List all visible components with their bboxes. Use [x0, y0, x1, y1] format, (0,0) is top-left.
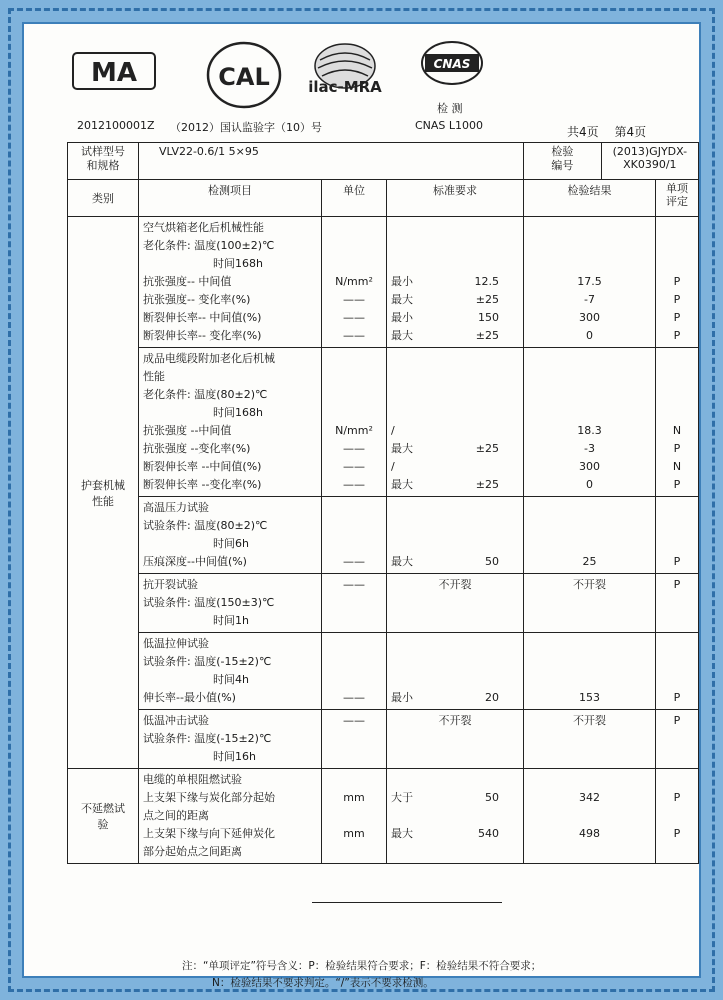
item-line: 成品电缆段附加老化后机械 — [143, 352, 275, 365]
blank-slot — [660, 368, 694, 386]
cnas-logo — [407, 40, 497, 86]
standard-key: 最小 — [391, 311, 413, 324]
eval-value: P — [673, 791, 681, 804]
standard-value — [391, 689, 519, 707]
blank-slot — [528, 843, 651, 861]
blank-slot — [326, 517, 382, 535]
blank-slot — [391, 237, 519, 255]
item-line: 时间4h — [213, 673, 249, 686]
blank-slot — [391, 386, 519, 404]
standard-limit: 12.5 — [474, 275, 499, 288]
blank-slot — [528, 535, 651, 553]
result-value: 0 — [586, 329, 593, 342]
result-value: 0 — [586, 478, 593, 491]
eval-value: P — [673, 442, 681, 455]
standard-key: 最大 — [391, 555, 413, 568]
blank-slot — [528, 219, 651, 237]
unit-value: mm — [343, 827, 365, 840]
res-cell — [524, 574, 656, 633]
eval-value: N — [672, 460, 682, 473]
standard-limit: 150 — [478, 311, 499, 324]
item-line: 断裂伸长率-- 变化率(%) — [143, 329, 262, 342]
standard-value — [391, 476, 519, 494]
unit-value: N/mm² — [335, 275, 373, 288]
item-line: 试验条件: 温度(80±2)℃ — [143, 519, 268, 532]
blank-slot — [528, 386, 651, 404]
blank-slot — [660, 219, 694, 237]
item-cell — [139, 217, 322, 348]
blank-slot — [660, 653, 694, 671]
blank-slot — [528, 653, 651, 671]
blank-slot — [528, 499, 651, 517]
end-rule — [312, 902, 502, 903]
ilac-mra-logo — [292, 40, 398, 110]
item-line: 抗张强度 --变化率(%) — [143, 442, 251, 455]
std-cell — [387, 769, 524, 864]
blank-slot — [391, 635, 519, 653]
blank-slot — [528, 237, 651, 255]
svg-text:CAL: CAL — [218, 63, 270, 91]
col-unit: 单位 — [322, 180, 387, 217]
item-line: 上支架下缘与炭化部分起始 — [143, 791, 275, 804]
eval-cell — [656, 710, 699, 769]
table-row — [68, 769, 699, 864]
standard-limit: 20 — [485, 691, 499, 704]
blank-slot — [660, 635, 694, 653]
blank-slot — [660, 404, 694, 422]
unit-value: mm — [343, 791, 365, 804]
unit-value: —— — [343, 478, 365, 491]
page-count: 共4页 第4页 — [567, 125, 647, 139]
sample-row — [68, 143, 699, 180]
item-line: 性能 — [143, 370, 165, 383]
svg-text:MA: MA — [91, 58, 137, 88]
sample-label: 试样型号 和规格 — [68, 143, 139, 180]
standard-key: 最小 — [391, 275, 413, 288]
res-cell — [524, 633, 656, 710]
res-cell — [524, 217, 656, 348]
eval-cell — [656, 769, 699, 864]
standard-value — [391, 825, 519, 843]
svg-text:ilac-MRA: ilac-MRA — [308, 78, 382, 96]
footnote — [182, 958, 541, 992]
standard-value — [391, 458, 519, 476]
blank-slot — [326, 748, 382, 766]
blank-slot — [528, 635, 651, 653]
item-cell — [139, 574, 322, 633]
standard-value — [391, 422, 519, 440]
blank-slot — [326, 635, 382, 653]
item-line: 低温拉伸试验 — [143, 637, 209, 650]
blank-slot — [391, 807, 519, 825]
standard-value — [391, 440, 519, 458]
item-line: 抗张强度-- 变化率(%) — [143, 293, 251, 306]
eval-value: P — [673, 691, 681, 704]
result-value: 不开裂 — [573, 578, 606, 591]
col-category: 类别 — [68, 180, 139, 217]
item-cell — [139, 633, 322, 710]
blank-slot — [660, 535, 694, 553]
blank-slot — [528, 671, 651, 689]
logo-strip — [52, 40, 692, 110]
blank-slot — [391, 350, 519, 368]
item-line: 断裂伸长率 --中间值(%) — [143, 460, 262, 473]
unit-value: N/mm² — [335, 424, 373, 437]
standard-key: 最大 — [391, 329, 413, 342]
std-cell — [387, 497, 524, 574]
eval-value: P — [673, 478, 681, 491]
standard-limit: ±25 — [475, 293, 499, 306]
item-line: 时间16h — [213, 750, 256, 763]
standard-value: 不开裂 — [438, 714, 472, 727]
blank-slot — [528, 730, 651, 748]
result-value: 18.3 — [577, 424, 602, 437]
item-cell — [139, 710, 322, 769]
cal-logo — [204, 40, 284, 110]
item-line: 断裂伸长率-- 中间值(%) — [143, 311, 262, 324]
standard-limit: 50 — [485, 791, 499, 804]
blank-slot — [660, 807, 694, 825]
standard-limit: ±25 — [475, 442, 499, 455]
item-line: 时间6h — [213, 537, 249, 550]
blank-slot — [660, 771, 694, 789]
eval-value: P — [673, 293, 681, 306]
eval-cell — [656, 497, 699, 574]
blank-slot — [660, 499, 694, 517]
unit-value: —— — [343, 311, 365, 324]
standard-value — [391, 309, 519, 327]
blank-slot — [326, 671, 382, 689]
item-line: 时间168h — [213, 257, 263, 270]
category-cell: 不延燃试 验 — [68, 769, 139, 864]
blank-slot — [326, 350, 382, 368]
item-line: 上支架下缘与向下延伸炭化 — [143, 827, 275, 840]
standard-key: 最小 — [391, 691, 413, 704]
item-line: 伸长率--最小值(%) — [143, 691, 236, 704]
blank-slot — [528, 350, 651, 368]
col-item: 检测项目 — [139, 180, 322, 217]
res-cell — [524, 769, 656, 864]
unit-cell — [322, 574, 387, 633]
blank-slot — [660, 386, 694, 404]
blank-slot — [391, 499, 519, 517]
blank-slot — [391, 219, 519, 237]
standard-key: 最大 — [391, 442, 413, 455]
blank-slot — [528, 807, 651, 825]
result-value: 342 — [579, 791, 600, 804]
eval-cell — [656, 574, 699, 633]
blank-slot — [391, 748, 519, 766]
cert-number: （2012）国认监验字（10）号 — [170, 121, 322, 134]
std-cell — [387, 574, 524, 633]
res-cell — [524, 710, 656, 769]
blank-slot — [528, 255, 651, 273]
blank-slot — [391, 671, 519, 689]
table-row — [68, 497, 699, 574]
std-cell — [387, 710, 524, 769]
blank-slot — [391, 653, 519, 671]
cnas-caption: 检 测 — [437, 102, 463, 115]
blank-slot — [326, 368, 382, 386]
unit-value: —— — [343, 293, 365, 306]
blank-slot — [660, 255, 694, 273]
standard-key: / — [391, 424, 395, 437]
blank-slot — [326, 594, 382, 612]
standard-key: 最大 — [391, 293, 413, 306]
result-value: 300 — [579, 311, 600, 324]
item-line: 电缆的单根阻燃试验 — [143, 773, 242, 786]
report-value: (2013)GJYDX-XK0390/1 — [601, 143, 698, 180]
results-table — [67, 142, 699, 864]
std-cell — [387, 217, 524, 348]
blank-slot — [660, 730, 694, 748]
item-line: 断裂伸长率 --变化率(%) — [143, 478, 262, 491]
report-label: 检验 编号 — [524, 143, 602, 180]
unit-value: —— — [343, 442, 365, 455]
standard-limit: 540 — [478, 827, 499, 840]
standard-key: 大于 — [391, 791, 413, 804]
blank-slot — [660, 594, 694, 612]
standard-value — [391, 273, 519, 291]
item-line: 压痕深度--中间值(%) — [143, 555, 247, 568]
blank-slot — [326, 499, 382, 517]
svg-text:CNAS: CNAS — [433, 57, 471, 71]
table-row — [68, 348, 699, 497]
item-line: 高温压力试验 — [143, 501, 209, 514]
blank-slot — [660, 748, 694, 766]
category-cell: 护套机械 性能 — [68, 217, 139, 769]
blank-slot — [326, 386, 382, 404]
sample-value: VLV22-0.6/1 5×95 — [139, 143, 524, 180]
eval-value: P — [673, 827, 681, 840]
standard-value — [391, 553, 519, 571]
item-line: 试验条件: 温度(150±3)℃ — [143, 596, 275, 609]
standard-key: 最大 — [391, 827, 413, 840]
blank-slot — [391, 594, 519, 612]
item-line: 抗张强度 --中间值 — [143, 424, 232, 437]
blank-slot — [660, 517, 694, 535]
item-line: 低温冲击试验 — [143, 714, 209, 727]
blank-slot — [391, 255, 519, 273]
blank-slot — [391, 771, 519, 789]
eval-cell — [656, 217, 699, 348]
blank-slot — [660, 671, 694, 689]
item-line: 抗张强度-- 中间值 — [143, 275, 232, 288]
result-value: -3 — [584, 442, 595, 455]
standard-value: 不开裂 — [438, 578, 472, 591]
item-line: 部分起始点之间距离 — [143, 845, 242, 858]
unit-cell — [322, 633, 387, 710]
unit-value: —— — [343, 578, 365, 591]
unit-value: —— — [343, 555, 365, 568]
table-row — [68, 710, 699, 769]
item-line: 空气烘箱老化后机械性能 — [143, 221, 264, 234]
blank-slot — [660, 843, 694, 861]
unit-cell — [322, 217, 387, 348]
blank-slot — [528, 748, 651, 766]
blank-slot — [326, 843, 382, 861]
blank-slot — [660, 237, 694, 255]
blank-slot — [528, 612, 651, 630]
blank-slot — [326, 219, 382, 237]
blank-slot — [660, 350, 694, 368]
eval-cell — [656, 633, 699, 710]
table-row — [68, 217, 699, 348]
blank-slot — [391, 404, 519, 422]
unit-cell — [322, 710, 387, 769]
standard-value — [391, 327, 519, 345]
table-row — [68, 633, 699, 710]
standard-limit: ±25 — [475, 329, 499, 342]
standard-limit — [431, 422, 519, 440]
standard-key: / — [391, 460, 395, 473]
blank-slot — [528, 594, 651, 612]
unit-value: —— — [343, 714, 365, 727]
blank-slot — [326, 807, 382, 825]
blank-slot — [326, 535, 382, 553]
item-cell — [139, 769, 322, 864]
footnote-line-2: N：检验结果不要求判定。“/”表示不要求检测。 — [212, 977, 434, 989]
eval-value: P — [673, 329, 681, 342]
blank-slot — [528, 368, 651, 386]
report-code: 2012100001Z — [77, 119, 155, 132]
item-line: 老化条件: 温度(80±2)℃ — [143, 388, 268, 401]
unit-cell — [322, 348, 387, 497]
blank-slot — [326, 653, 382, 671]
cnas-number: CNAS L1000 — [415, 119, 484, 132]
result-value: 300 — [579, 460, 600, 473]
blank-slot — [528, 771, 651, 789]
eval-value: P — [673, 311, 681, 324]
eval-value: P — [673, 275, 681, 288]
blank-slot — [326, 255, 382, 273]
standard-limit: ±25 — [475, 478, 499, 491]
blank-slot — [391, 730, 519, 748]
result-value: 498 — [579, 827, 600, 840]
unit-value: —— — [343, 460, 365, 473]
blank-slot — [391, 535, 519, 553]
blank-slot — [660, 612, 694, 630]
blank-slot — [391, 368, 519, 386]
table-row — [68, 574, 699, 633]
item-cell — [139, 497, 322, 574]
blank-slot — [391, 843, 519, 861]
unit-cell — [322, 497, 387, 574]
result-value: 17.5 — [577, 275, 602, 288]
item-line: 试验条件: 温度(-15±2)℃ — [143, 655, 272, 668]
result-value: -7 — [584, 293, 595, 306]
standard-key: 最大 — [391, 478, 413, 491]
item-line: 老化条件: 温度(100±2)℃ — [143, 239, 275, 252]
unit-value: —— — [343, 691, 365, 704]
blank-slot — [391, 517, 519, 535]
col-standard: 标准要求 — [387, 180, 524, 217]
item-line: 试验条件: 温度(-15±2)℃ — [143, 732, 272, 745]
item-line: 抗开裂试验 — [143, 578, 198, 591]
standard-value — [391, 789, 519, 807]
item-line: 时间1h — [213, 614, 249, 627]
footnote-line-1: 注：“单项评定”符号含义：P：检验结果符合要求；F：检验结果不符合要求； — [182, 960, 542, 972]
blank-slot — [326, 404, 382, 422]
col-result: 检验结果 — [524, 180, 656, 217]
standard-limit: 50 — [485, 555, 499, 568]
item-line: 时间168h — [213, 406, 263, 419]
item-cell — [139, 348, 322, 497]
unit-cell — [322, 769, 387, 864]
result-value: 不开裂 — [573, 714, 606, 727]
blank-slot — [326, 237, 382, 255]
res-cell — [524, 348, 656, 497]
blank-slot — [391, 612, 519, 630]
unit-value: —— — [343, 329, 365, 342]
eval-cell — [656, 348, 699, 497]
item-line: 点之间的距离 — [143, 809, 209, 822]
std-cell — [387, 348, 524, 497]
blank-slot — [326, 771, 382, 789]
standard-value — [391, 291, 519, 309]
standard-limit — [431, 458, 519, 476]
result-value: 153 — [579, 691, 600, 704]
blank-slot — [326, 730, 382, 748]
result-value: 25 — [582, 555, 597, 568]
blank-slot — [528, 517, 651, 535]
std-cell — [387, 633, 524, 710]
eval-value: P — [673, 714, 681, 727]
eval-value: P — [673, 578, 681, 591]
column-header-row — [68, 180, 699, 217]
eval-value: N — [672, 424, 682, 437]
col-eval: 单项 评定 — [656, 180, 699, 217]
res-cell — [524, 497, 656, 574]
ma-logo — [72, 52, 156, 90]
blank-slot — [528, 404, 651, 422]
blank-slot — [326, 612, 382, 630]
eval-value: P — [673, 555, 681, 568]
